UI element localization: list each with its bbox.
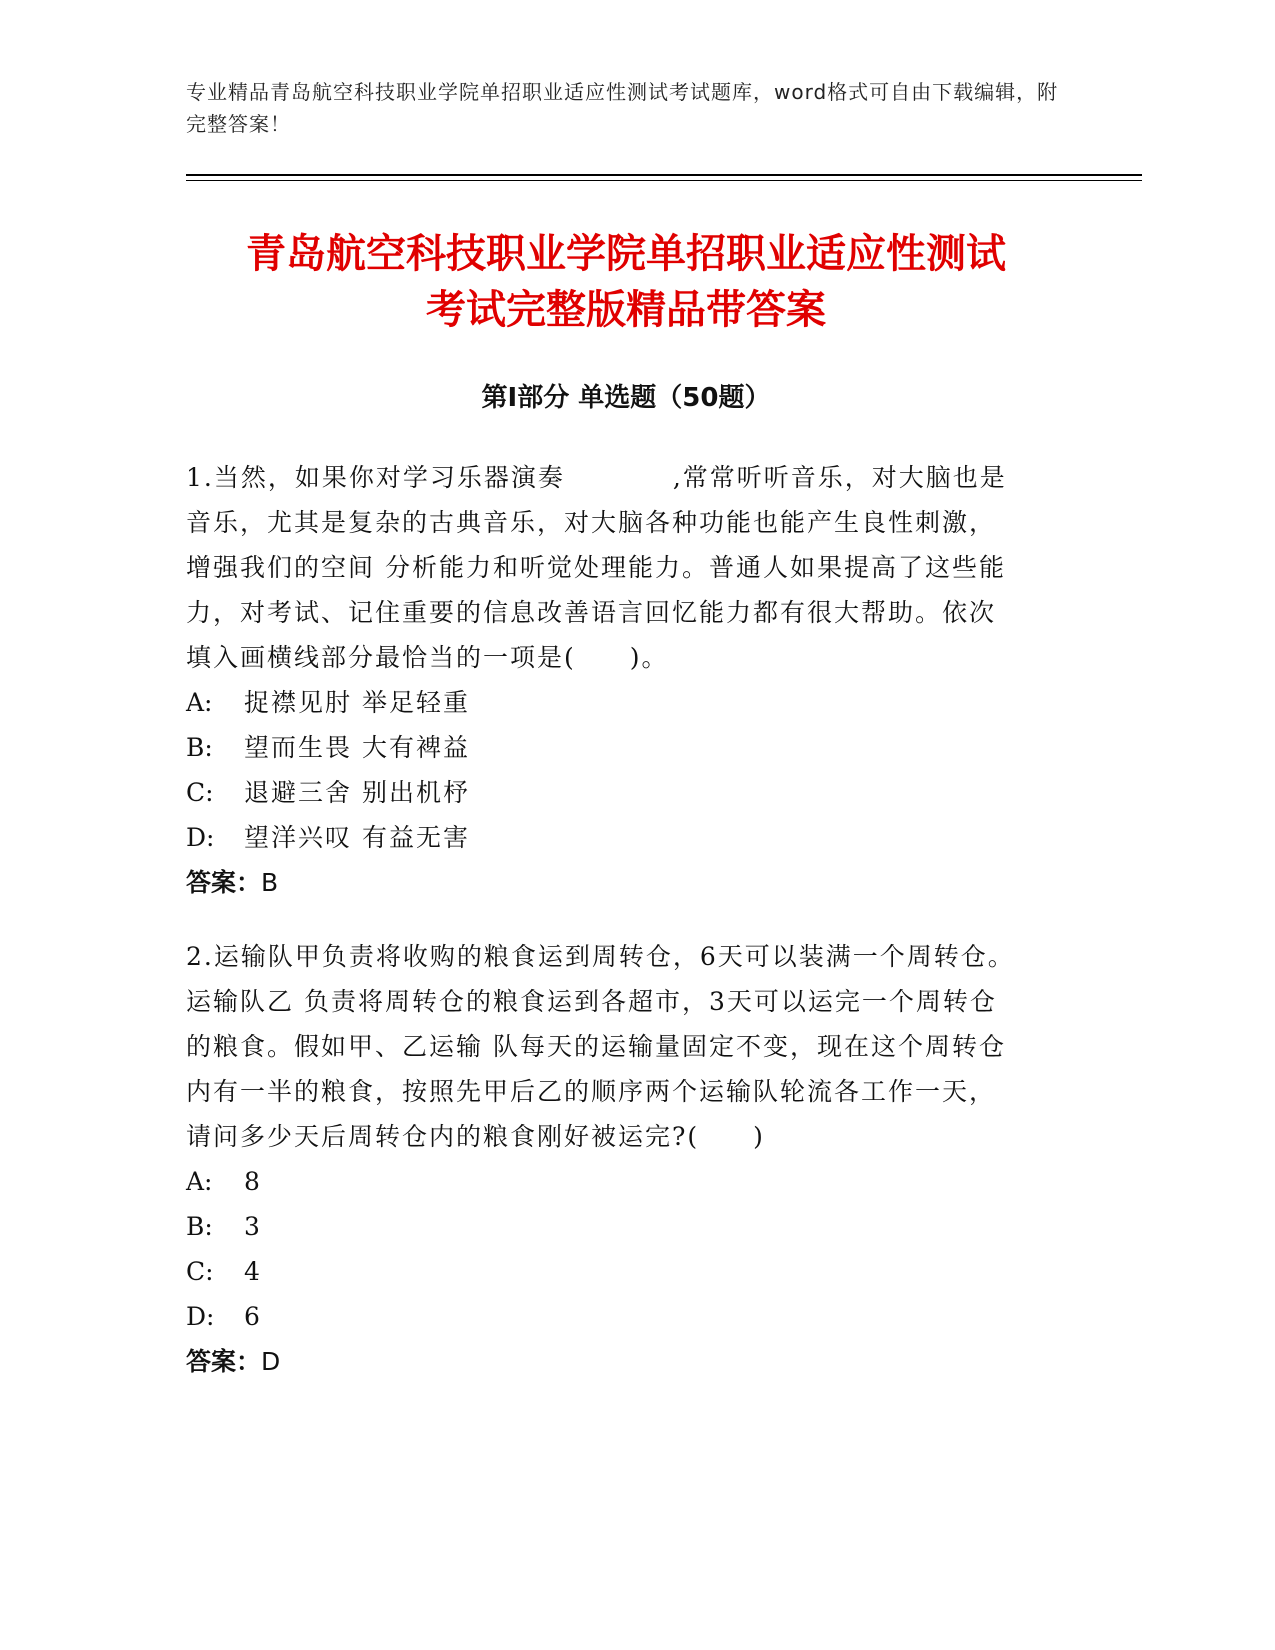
option-d (186, 815, 1066, 860)
stem-line: 内有一半的粮食，按照先甲后乙的顺序两个运输队轮流各工作一天， (186, 1077, 997, 1106)
option-b (186, 1204, 1066, 1249)
header-note: 专业精品青岛航空科技职业学院单招职业适应性测试考试题库，word格式可自由下载编辑，附完整答案！ (186, 80, 1059, 136)
header-divider-thick (186, 174, 1142, 176)
option-a (186, 680, 1066, 725)
question-2 (186, 934, 1066, 1384)
option-text: 3 (244, 1212, 262, 1241)
stem-line: 请问多少天后周转仓内的粮食刚好被运完?( ) (186, 1122, 765, 1151)
answer-value: D (261, 1347, 281, 1376)
document-title (186, 226, 1066, 338)
option-key: C: (186, 1257, 214, 1286)
option-text: 退避三舍 别出机杼 (244, 778, 470, 807)
question-1 (186, 455, 1066, 905)
option-key: D: (186, 823, 215, 852)
option-c (186, 1249, 1066, 1294)
stem-line: 力，对考试、记住重要的信息改善语言回忆能力都有很大帮助。依次 (186, 598, 997, 627)
answer-label: 答案： (186, 1347, 262, 1376)
document-title-line-2: 考试完整版精品带答案 (426, 287, 826, 333)
option-key: D: (186, 1302, 215, 1331)
stem-line: 增强我们的空间 分析能力和听觉处理能力。普通人如果提高了这些能 (186, 553, 1006, 582)
option-text: 4 (244, 1257, 262, 1286)
option-text: 8 (244, 1167, 262, 1196)
stem-line: 填入画横线部分最恰当的一项是( )。 (186, 643, 669, 672)
option-text: 6 (244, 1302, 262, 1331)
stem-line: 1.当然，如果你对学习乐器演奏 ,常常听听音乐，对大脑也是 (186, 463, 1007, 492)
stem-line: 的粮食。假如甲、乙运输 队每天的运输量固定不变，现在这个周转仓 (186, 1032, 1006, 1061)
question-stem (186, 934, 1066, 1159)
option-text: 望洋兴叹 有益无害 (244, 823, 470, 852)
answer-line (186, 1339, 1066, 1384)
option-a (186, 1159, 1066, 1204)
option-b (186, 725, 1066, 770)
stem-line: 音乐，尤其是复杂的古典音乐，对大脑各种功能也能产生良性刺激， (186, 508, 997, 537)
question-stem (186, 455, 1066, 680)
stem-line: 运输队乙 负责将周转仓的粮食运到各超市，3天可以运完一个周转仓 (186, 987, 997, 1016)
option-text: 捉襟见肘 举足轻重 (244, 688, 470, 717)
option-key: B: (186, 733, 213, 762)
option-text: 望而生畏 大有裨益 (244, 733, 470, 762)
option-c (186, 770, 1066, 815)
section-title: 第Ⅰ部分 单选题（50题） (481, 383, 771, 413)
document-title-line-1: 青岛航空科技职业学院单招职业适应性测试 (246, 231, 1006, 277)
answer-label: 答案： (186, 868, 262, 897)
option-d (186, 1294, 1066, 1339)
option-key: B: (186, 1212, 213, 1241)
header-divider-thin (186, 180, 1142, 181)
option-key: C: (186, 778, 214, 807)
option-key: A: (186, 688, 213, 717)
option-key: A: (186, 1167, 213, 1196)
answer-value: B (261, 868, 279, 897)
stem-line: 2.运输队甲负责将收购的粮食运到周转仓，6天可以装满一个周转仓。 (186, 942, 1015, 971)
answer-line (186, 860, 1066, 905)
